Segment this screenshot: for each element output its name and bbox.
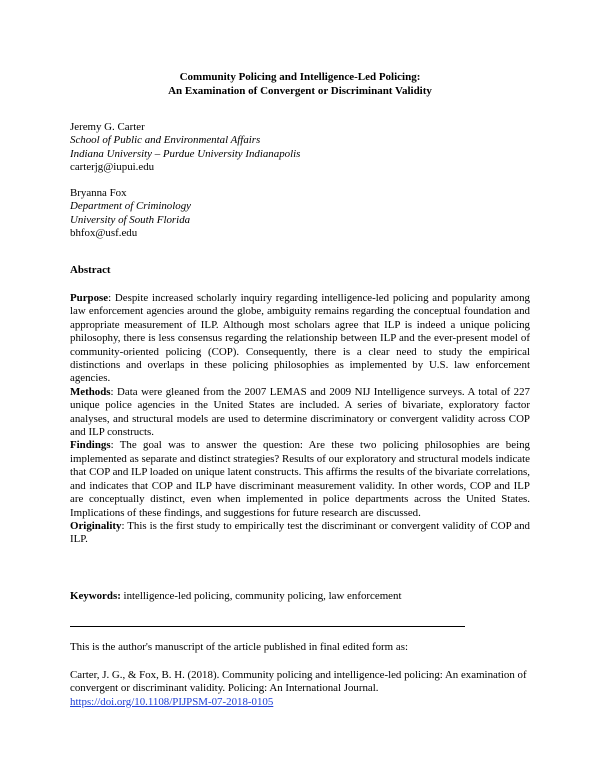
paper-title [70, 70, 530, 98]
originality-label: Originality [70, 519, 122, 532]
citation-text: Carter, J. G., & Fox, B. H. (2018). Community policing and intelligence-led policing: An examination of convergent or discriminant validity. Policing: An International Journal. [70, 669, 527, 695]
footnote-divider [70, 626, 465, 627]
abstract-findings [70, 439, 530, 519]
citation [70, 669, 530, 709]
author-block-1 [70, 121, 530, 175]
purpose-label: Purpose [70, 292, 109, 304]
author-institution: University of South Florida [70, 213, 191, 226]
author-email: bhfox@usf.edu [70, 227, 138, 240]
author-affiliation: Department of Criminology [70, 200, 191, 213]
abstract-methods [70, 386, 530, 440]
keywords-text: intelligence-led policing, community policing, law enforcement [120, 590, 402, 602]
doi-link[interactable]: https://doi.org/10.1108/PIJPSM-07-2018-0105 [70, 695, 274, 708]
author-block-2 [70, 187, 530, 241]
author-institution: Indiana University – Purdue University Indianapolis [70, 147, 301, 160]
manuscript-note: This is the author's manuscript of the article published in final edited form as: [70, 641, 408, 653]
abstract-purpose [70, 292, 530, 386]
title-line-2: An Examination of Convergent or Discriminant Validity [168, 85, 432, 97]
abstract-originality [70, 520, 530, 547]
purpose-text: : Despite increased scholarly inquiry regarding intelligence-led policing and popularity among law enforcement agencies around the globe, ambiguity remains regarding the conceptual foundation and appropriate measurement of ILP. Although most scholars agree that ILP is indeed a unique policing philosophy, there is less consensus regarding the relationship between ILP and the ever-present model of community-oriented policing (COP). Consequently, there is a clear need to study the empirical distinctions and overlaps in these policing philosophies as implemented by U.S. law enforcement agencies. [70, 292, 530, 385]
author-email: carterjg@iupui.edu [70, 161, 155, 174]
originality-text: : This is the first study to empirically test the discriminant or convergent validity of COP and ILP. [70, 519, 530, 546]
author-name: Jeremy G. Carter [70, 121, 145, 133]
methods-text: : Data were gleaned from the 2007 LEMAS and 2009 NIJ Intelligence surveys. A total of 227 unique police agencies in the United States are included. A series of bivariate, exploratory factor analyses, and structural models are used to determine discriminatory or convergent validity across COP and ILP constructs. [70, 385, 530, 439]
keywords [70, 590, 401, 603]
findings-label: Findings [70, 439, 111, 452]
title-line-1: Community Policing and Intelligence-Led Policing: [179, 71, 421, 83]
abstract-body [70, 292, 530, 547]
author-affiliation: School of Public and Environmental Affairs [70, 134, 261, 147]
abstract-heading: Abstract [70, 264, 111, 276]
author-name: Bryanna Fox [70, 187, 127, 199]
methods-label: Methods [70, 385, 111, 398]
keywords-label: Keywords: [70, 590, 121, 602]
findings-text: : The goal was to answer the question: Are these two policing philosophies are being implemented as separate and distinct strategies? Results of our exploratory and structural models indicate that COP and ILP loaded on unique latent constructs. This affirms the results of the bivariate correlations, and indicates that COP and ILP have discriminant measurement validity. In other words, COP and ILP are conceptually distinct, even when implemented in police departments across the United States. Implications of these findings, and suggestions for future research are discussed. [70, 439, 530, 519]
